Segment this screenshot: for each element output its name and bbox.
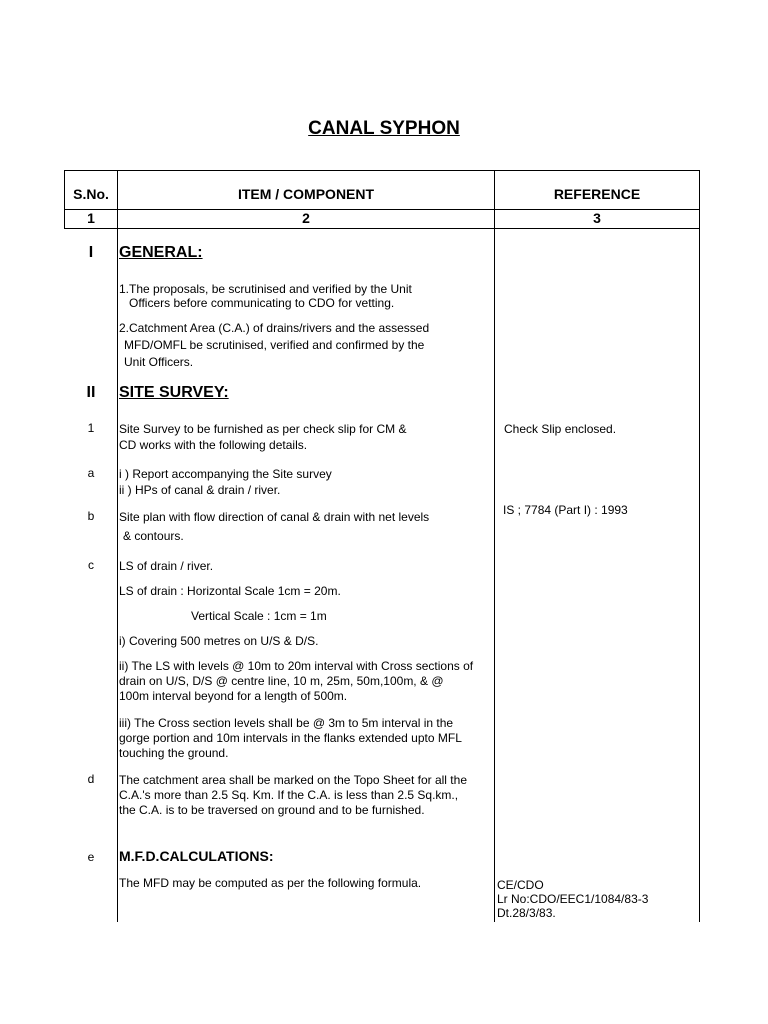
header-sno: S.No. xyxy=(73,186,109,202)
header-item-component: ITEM / COMPONENT xyxy=(237,186,375,202)
general-para2-line3: Unit Officers. xyxy=(124,355,194,369)
item-e-sno: e xyxy=(87,850,95,864)
item-c-line10: touching the ground. xyxy=(119,746,229,760)
general-para2-line2: MFD/OMFL be scrutinised, verified and confirmed by the xyxy=(124,338,425,352)
item-e-reference-line2: Lr No:CDO/EEC1/1084/83-3 xyxy=(497,892,649,906)
item-a-line1: i ) Report accompanying the Site survey xyxy=(119,467,332,481)
item-1-line2: CD works with the following details. xyxy=(119,438,308,452)
colnum-2: 2 xyxy=(302,210,310,226)
item-c-line3: Vertical Scale : 1cm = 1m xyxy=(191,609,327,623)
section-roman-general: I xyxy=(88,244,94,261)
item-c-line6: drain on U/S, D/S @ centre line, 10 m, 25m, 50m,100m, & @ xyxy=(119,674,444,688)
section-heading-general: GENERAL: xyxy=(119,244,203,261)
header-reference: REFERENCE xyxy=(553,186,641,202)
item-c-line2: LS of drain : Horizontal Scale 1cm = 20m. xyxy=(119,584,341,598)
item-d-sno: d xyxy=(87,772,95,786)
colnum-1: 1 xyxy=(87,210,95,226)
item-b-reference: IS ; 7784 (Part I) : 1993 xyxy=(503,503,628,517)
item-c-line4: i) Covering 500 metres on U/S & D/S. xyxy=(119,634,319,648)
item-d-line1: The catchment area shall be marked on the Topo Sheet for all the xyxy=(119,773,467,787)
item-c-line5: ii) The LS with levels @ 10m to 20m interval with Cross sections of xyxy=(119,659,474,673)
item-c-sno: c xyxy=(88,558,94,572)
general-para1-line1: 1.The proposals, be scrutinised and verified by the Unit xyxy=(119,282,412,296)
section-heading-site-survey: SITE SURVEY: xyxy=(119,384,229,401)
table-col1-divider xyxy=(117,170,118,922)
item-e-reference-line3: Dt.28/3/83. xyxy=(497,906,556,920)
item-c-line9: gorge portion and 10m intervals in the flanks extended upto MFL xyxy=(119,731,462,745)
item-c-line7: 100m interval beyond for a length of 500m. xyxy=(119,689,348,703)
item-b-line2: & contours. xyxy=(123,529,184,543)
item-b-sno: b xyxy=(87,509,95,523)
table-border-top xyxy=(64,170,700,171)
general-para2-line1: 2.Catchment Area (C.A.) of drains/rivers and the assessed xyxy=(119,321,430,335)
table-border-right xyxy=(699,170,700,922)
section-roman-site-survey: II xyxy=(86,384,96,401)
item-a-sno: a xyxy=(87,466,95,480)
item-a-line2: ii ) HPs of canal & drain / river. xyxy=(119,483,281,497)
item-c-line8: iii) The Cross section levels shall be @ 3m to 5m interval in the xyxy=(119,716,454,730)
page-title: CANAL SYPHON xyxy=(308,118,460,139)
item-d-line2: C.A.'s more than 2.5 Sq. Km. If the C.A. is less than 2.5 Sq.km., xyxy=(119,788,459,802)
item-d-line3: the C.A. is to be traversed on ground and to be furnished. xyxy=(119,803,425,817)
general-para1-line2: Officers before communicating to CDO for vetting. xyxy=(129,296,395,310)
item-e-reference-line1: CE/CDO xyxy=(497,878,544,892)
item-b-line1: Site plan with flow direction of canal & drain with net levels xyxy=(119,510,430,524)
table-colnum-divider xyxy=(64,228,700,229)
item-1-reference: Check Slip enclosed. xyxy=(504,422,617,436)
colnum-3: 3 xyxy=(593,210,601,226)
item-c-line1: LS of drain / river. xyxy=(119,559,214,573)
table-col2-divider xyxy=(494,170,495,922)
item-1-line1: Site Survey to be furnished as per check slip for CM & xyxy=(119,422,407,436)
item-e-heading: M.F.D.CALCULATIONS: xyxy=(119,848,274,864)
item-e-line1: The MFD may be computed as per the following formula. xyxy=(119,876,422,890)
item-1-sno: 1 xyxy=(87,421,95,435)
